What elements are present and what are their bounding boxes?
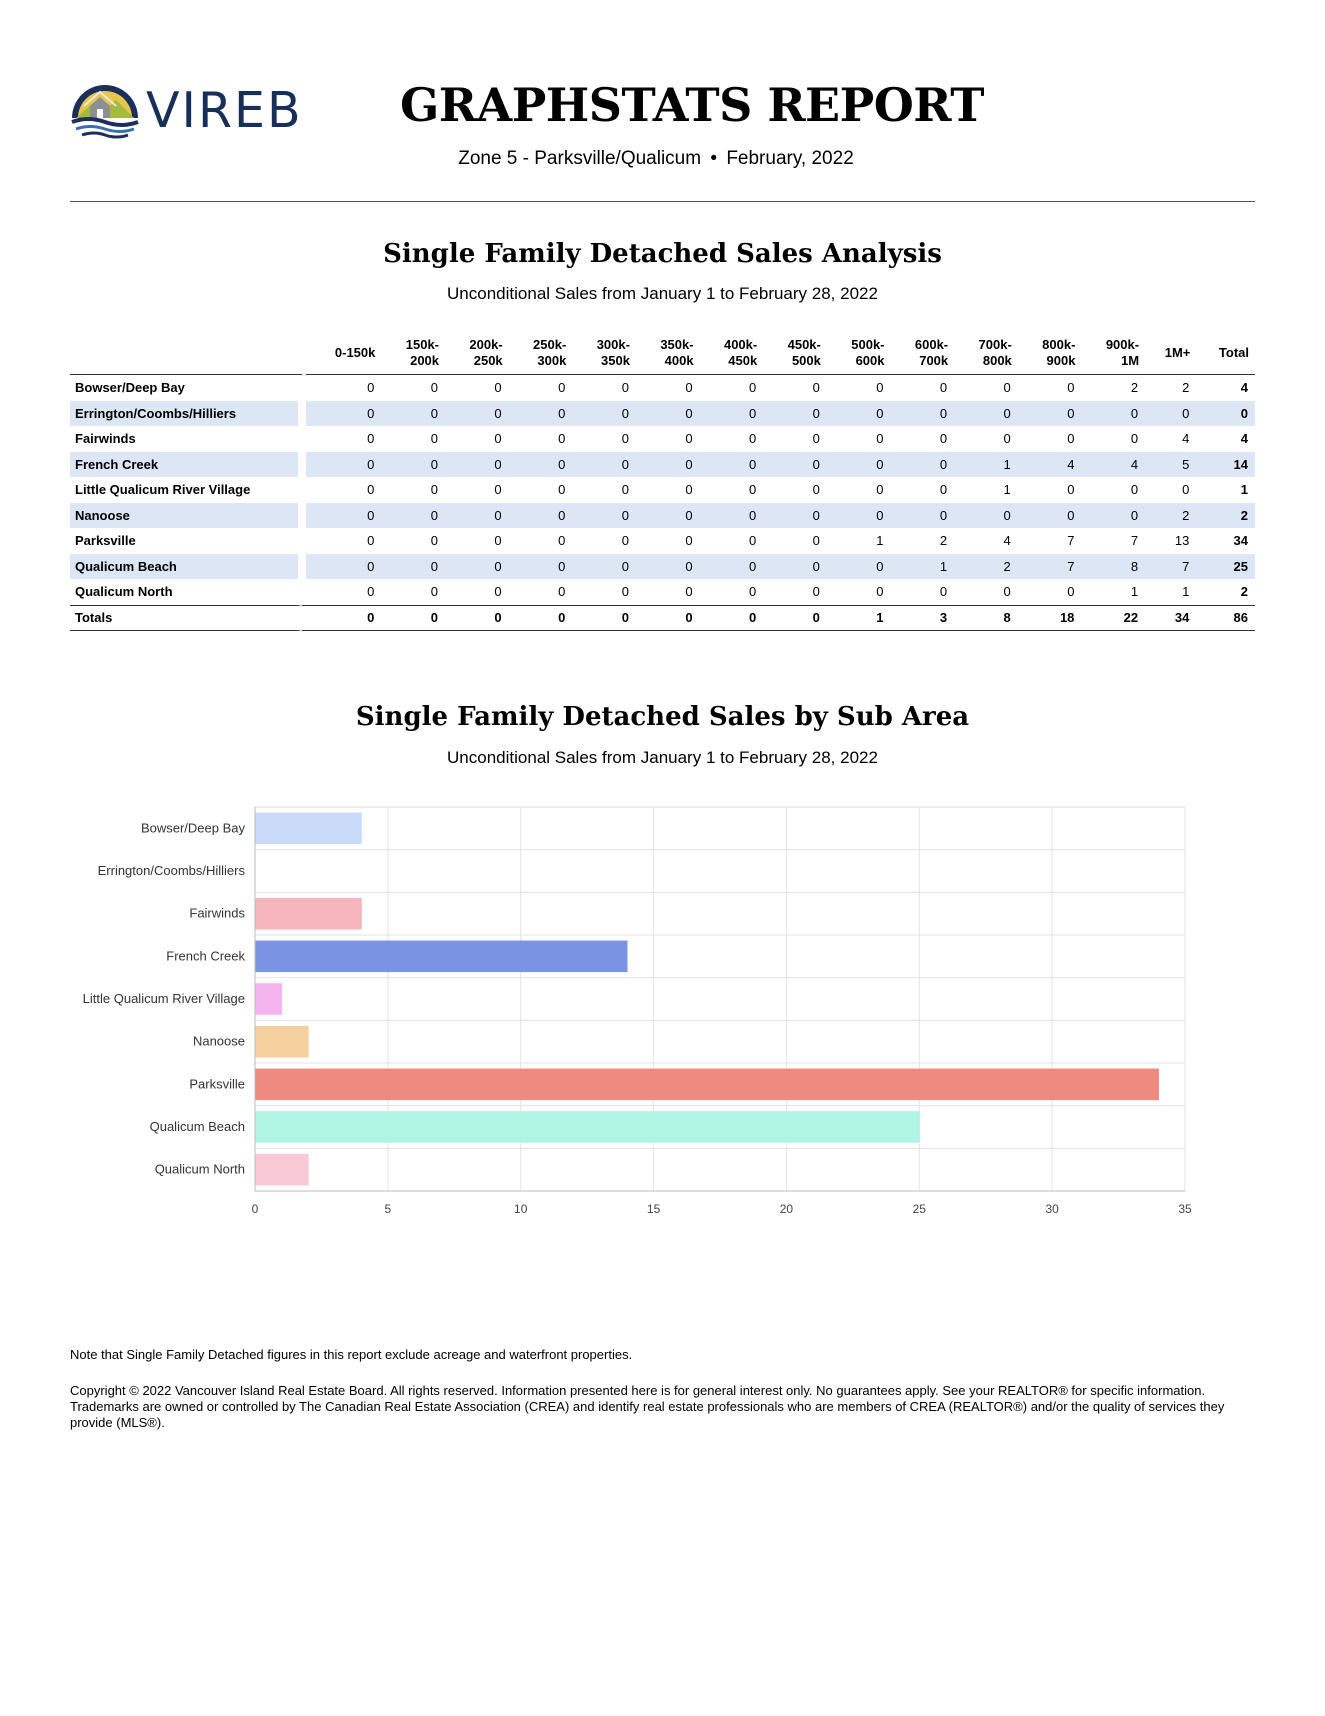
total-cell: 25	[1196, 554, 1255, 580]
value-cell: 0	[367, 431, 375, 447]
value-cell: 0	[509, 605, 573, 631]
bar	[256, 1069, 1159, 1101]
price-range-label: 450k	[728, 352, 758, 368]
price-range-label: 800k-	[1042, 336, 1076, 352]
value-cell: 0	[430, 431, 439, 447]
total-cell: 2	[1196, 503, 1255, 529]
price-range-header	[954, 333, 1018, 375]
value-cell: 0	[876, 482, 884, 498]
value-cell: 0	[1003, 584, 1011, 600]
value-cell: 0	[1067, 431, 1075, 447]
price-range-label: 900k-	[1105, 336, 1140, 352]
x-tick-label: 5	[384, 1202, 392, 1216]
price-range-label: 300k-	[596, 336, 630, 352]
price-range-header	[1018, 333, 1082, 375]
total-cell: 4	[1240, 380, 1248, 396]
x-tick-label: 15	[646, 1202, 661, 1216]
value-cell: 0	[685, 584, 693, 600]
value-cell: 0	[763, 554, 827, 580]
price-range-label: 200k-	[469, 336, 503, 352]
value-cell: 0	[812, 584, 820, 600]
category-label: Fairwinds	[189, 905, 245, 921]
value-cell: 0	[621, 482, 629, 498]
area-name-cell: Qualicum North	[70, 579, 302, 605]
value-cell: 0	[445, 401, 509, 427]
category-label: French Creek	[166, 948, 245, 964]
value-cell: 1	[876, 533, 884, 549]
header-divider	[70, 201, 1255, 202]
value-cell: 7	[1130, 533, 1139, 549]
value-cell: 0	[1067, 482, 1075, 498]
value-cell: 0	[621, 533, 629, 549]
logo-text: VIREB	[146, 82, 303, 139]
price-range-header	[1145, 333, 1196, 375]
sales-analysis-table	[70, 333, 1255, 631]
value-cell: 0	[367, 584, 375, 600]
value-cell: 0	[1081, 401, 1145, 427]
value-cell: 1	[1130, 584, 1139, 600]
value-cell: 0	[748, 431, 757, 447]
total-cell: 1	[1240, 482, 1248, 498]
value-cell: 0	[700, 452, 764, 478]
price-range-header	[827, 333, 891, 375]
area-name-cell: Errington/Coombs/Hilliers	[70, 401, 302, 427]
category-label: Errington/Coombs/Hilliers	[97, 863, 245, 878]
total-cell: 4	[1240, 431, 1248, 447]
price-range-label: 350k-	[660, 336, 694, 352]
value-cell: 4	[1018, 452, 1082, 478]
price-range-label: 300k	[537, 352, 567, 368]
value-cell: 0	[558, 431, 566, 447]
value-cell: 18	[1018, 605, 1082, 631]
bar	[256, 898, 362, 930]
price-range-header	[1196, 333, 1255, 375]
x-tick-label: 30	[1045, 1202, 1059, 1216]
value-cell: 0	[494, 584, 502, 600]
value-cell: 0	[509, 452, 573, 478]
value-cell: 0	[1067, 584, 1075, 600]
value-cell: 0	[827, 452, 891, 478]
value-cell: 0	[685, 380, 693, 396]
value-cell: 7	[1018, 554, 1082, 580]
category-label: Qualicum North	[154, 1161, 245, 1177]
price-range-header	[700, 333, 764, 375]
value-cell: 0	[1018, 401, 1082, 427]
x-tick-label: 25	[912, 1202, 926, 1216]
value-cell: 0	[621, 431, 629, 447]
value-cell: 0	[763, 605, 827, 631]
period-label: February, 2022	[726, 148, 854, 169]
price-range-label: 1M	[1121, 352, 1140, 368]
price-range-label: 0-150k	[334, 344, 376, 360]
price-range-header	[445, 333, 509, 375]
value-cell: 0	[812, 380, 820, 396]
bar	[256, 813, 362, 845]
value-cell: 0	[381, 503, 445, 529]
value-cell: 0	[445, 605, 509, 631]
price-range-header	[891, 333, 955, 375]
value-cell: 0	[748, 380, 757, 396]
value-cell: 2	[939, 533, 948, 549]
value-cell: 0	[558, 533, 566, 549]
value-cell: 0	[381, 452, 445, 478]
value-cell: 0	[827, 503, 891, 529]
vireb-logo	[70, 78, 332, 142]
x-tick-label: 10	[514, 1202, 528, 1216]
value-cell: 0	[445, 503, 509, 529]
value-cell: 0	[748, 533, 757, 549]
value-cell: 0	[763, 452, 827, 478]
value-cell: 0	[367, 482, 375, 498]
table-row	[70, 375, 1255, 401]
area-name-cell: Bowser/Deep Bay	[70, 375, 302, 401]
value-cell: 4	[1081, 452, 1145, 478]
table-row	[70, 503, 1255, 529]
value-cell: 0	[1081, 503, 1145, 529]
table-row	[70, 452, 1255, 478]
price-range-label: 400k-	[723, 336, 758, 352]
value-cell: 0	[685, 431, 693, 447]
price-range-label: 900k	[1046, 352, 1076, 368]
value-cell: 0	[636, 503, 700, 529]
price-range-label: 1M+	[1164, 344, 1191, 360]
value-cell: 0	[636, 605, 700, 631]
bullet-separator: •	[710, 148, 718, 169]
value-cell: 8	[954, 605, 1018, 631]
value-cell: 0	[1003, 380, 1011, 396]
value-cell: 0	[685, 533, 693, 549]
price-range-label: 450k-	[787, 336, 821, 352]
value-cell: 0	[509, 401, 573, 427]
value-cell: 0	[1130, 431, 1139, 447]
totals-row	[70, 605, 1255, 631]
price-range-label: 250k	[473, 352, 503, 368]
bar	[256, 983, 283, 1015]
price-range-label: 700k-	[978, 336, 1012, 352]
category-label: Nanoose	[192, 1033, 245, 1049]
price-range-header	[572, 333, 636, 375]
value-cell: 0	[636, 554, 700, 580]
value-cell: 0	[445, 554, 509, 580]
category-label: Little Qualicum River Village	[82, 991, 245, 1006]
value-cell: 0	[700, 554, 764, 580]
value-cell: 0	[827, 554, 891, 580]
price-range-header	[636, 333, 700, 375]
value-cell: 0	[306, 452, 381, 478]
value-cell: 0	[494, 380, 502, 396]
value-cell: 0	[891, 401, 955, 427]
value-cell: 0	[621, 584, 629, 600]
category-label: Bowser/Deep Bay	[140, 820, 245, 836]
value-cell: 2	[1130, 380, 1139, 396]
value-cell: 0	[954, 503, 1018, 529]
value-cell: 0	[1067, 380, 1075, 396]
value-cell: 0	[763, 503, 827, 529]
value-cell: 4	[1003, 533, 1011, 549]
table-row	[70, 528, 1255, 554]
table-row	[70, 426, 1255, 452]
value-cell: 0	[381, 401, 445, 427]
area-name-cell: Totals	[70, 605, 302, 631]
area-column-header	[70, 333, 302, 375]
price-range-label: 500k-	[851, 336, 885, 352]
total-cell: 86	[1196, 605, 1255, 631]
value-cell: 0	[509, 503, 573, 529]
analysis-title: Single Family Detached Sales Analysis	[383, 239, 942, 269]
price-range-header	[381, 333, 445, 375]
value-cell: 0	[430, 533, 439, 549]
report-subtitle	[0, 148, 1325, 170]
value-cell: 0	[306, 503, 381, 529]
price-range-label: 250k-	[533, 336, 567, 352]
value-cell: 0	[954, 401, 1018, 427]
value-cell: 0	[430, 482, 439, 498]
value-cell: 0	[306, 401, 381, 427]
value-cell: 0	[1003, 431, 1011, 447]
area-name-cell: Nanoose	[70, 503, 302, 529]
value-cell: 0	[1130, 482, 1139, 498]
value-cell: 0	[1018, 503, 1082, 529]
bar	[256, 1026, 309, 1058]
sub-area-title: Single Family Detached Sales by Sub Area	[355, 702, 970, 732]
value-cell: 2	[954, 554, 1018, 580]
x-tick-label: 20	[779, 1202, 794, 1216]
value-cell: 0	[572, 554, 636, 580]
area-name-cell: Fairwinds	[70, 426, 302, 452]
value-cell: 7	[1145, 554, 1196, 580]
price-range-label: 700k	[919, 352, 949, 368]
value-cell: 0	[494, 431, 502, 447]
analysis-subtitle: Unconditional Sales from January 1 to February 28, 2022	[447, 284, 878, 303]
footnote: Note that Single Family Detached figures in this report exclude acreage and waterfront properties.	[70, 1347, 633, 1362]
value-cell: 1	[954, 452, 1018, 478]
value-cell: 3	[891, 605, 955, 631]
house-logo-icon	[70, 78, 140, 142]
value-cell: 0	[939, 482, 948, 498]
value-cell: 0	[572, 401, 636, 427]
value-cell: 0	[748, 482, 757, 498]
area-name-cell: Parksville	[70, 528, 302, 554]
value-cell: 0	[763, 401, 827, 427]
price-range-label: 350k	[601, 352, 630, 368]
x-tick-label: 0	[251, 1202, 259, 1216]
price-range-label: 500k	[791, 352, 821, 368]
area-name-cell: Qualicum Beach	[70, 554, 302, 580]
value-cell: 0	[572, 605, 636, 631]
value-cell: 1	[827, 605, 891, 631]
value-cell: 0	[621, 380, 629, 396]
value-cell: 7	[1067, 533, 1075, 549]
category-label: Parksville	[189, 1076, 245, 1092]
value-cell: 0	[1145, 401, 1196, 427]
value-cell: 0	[572, 452, 636, 478]
value-cell: 0	[558, 584, 566, 600]
bar	[256, 1111, 920, 1143]
value-cell: 2	[1145, 503, 1196, 529]
price-range-header	[1081, 333, 1145, 375]
price-range-label: 600k	[855, 352, 885, 368]
category-label: Qualicum Beach	[149, 1119, 245, 1134]
value-cell: 4	[1182, 431, 1190, 447]
value-cell: 0	[812, 482, 820, 498]
value-cell: 0	[939, 431, 948, 447]
area-name-cell: Little Qualicum River Village	[70, 477, 302, 503]
value-cell: 0	[876, 431, 884, 447]
price-range-header	[509, 333, 573, 375]
value-cell: 0	[558, 380, 566, 396]
value-cell: 0	[509, 554, 573, 580]
value-cell: 0	[381, 554, 445, 580]
table-row	[70, 477, 1255, 503]
value-cell: 0	[1182, 482, 1190, 498]
sales-by-sub-area-chart	[60, 795, 1270, 1275]
value-cell: 0	[891, 452, 955, 478]
value-cell: 2	[1182, 380, 1190, 396]
value-cell: 0	[748, 584, 757, 600]
price-range-label: 150k-	[405, 336, 440, 352]
total-cell: 14	[1196, 452, 1255, 478]
value-cell: 0	[827, 401, 891, 427]
value-cell: 0	[367, 380, 375, 396]
table-header-row	[70, 333, 1255, 375]
table-row	[70, 401, 1255, 427]
price-range-label: Total	[1218, 344, 1249, 360]
value-cell: 1	[1003, 482, 1011, 498]
price-range-header	[763, 333, 827, 375]
price-range-label: 200k	[410, 352, 440, 368]
value-cell: 0	[572, 503, 636, 529]
value-cell: 0	[700, 401, 764, 427]
value-cell: 34	[1145, 605, 1196, 631]
sub-area-subtitle: Unconditional Sales from January 1 to February 28, 2022	[447, 748, 878, 767]
bar	[256, 1154, 309, 1186]
value-cell: 0	[430, 380, 439, 396]
table-row	[70, 554, 1255, 580]
report-title: GRAPHSTATS REPORT	[400, 78, 984, 132]
value-cell: 0	[430, 584, 439, 600]
price-range-label: 600k-	[914, 336, 949, 352]
value-cell: 0	[812, 431, 820, 447]
price-range-header	[306, 333, 381, 375]
value-cell: 13	[1174, 533, 1190, 549]
value-cell: 0	[939, 380, 948, 396]
value-cell: 0	[685, 482, 693, 498]
bar	[256, 941, 628, 973]
value-cell: 1	[891, 554, 955, 580]
value-cell: 0	[939, 584, 948, 600]
zone-label: Zone 5 - Parksville/Qualicum	[458, 148, 702, 169]
value-cell: 0	[494, 533, 502, 549]
value-cell: 0	[367, 533, 375, 549]
copyright-text: Copyright © 2022 Vancouver Island Real Estate Board. All rights reserved. Information presented here is for general interest only. No guarantees apply. See your REALTOR® for specific information. Trademarks are owned or controlled by The Canadian Real Estate Association (CREA) and identify real estate professionals who are members of CREA (REALTOR®) and/or the quality of services they provide (MLS®).	[70, 1383, 1225, 1430]
value-cell: 0	[812, 533, 820, 549]
table-row	[70, 579, 1255, 605]
value-cell: 0	[636, 401, 700, 427]
value-cell: 0	[876, 584, 884, 600]
x-tick-label: 35	[1178, 1202, 1192, 1216]
value-cell: 0	[306, 554, 381, 580]
value-cell: 0	[558, 482, 566, 498]
value-cell: 0	[494, 482, 502, 498]
value-cell: 0	[306, 605, 381, 631]
area-name-cell: French Creek	[70, 452, 302, 478]
value-cell: 5	[1145, 452, 1196, 478]
total-cell: 0	[1196, 401, 1255, 427]
value-cell: 0	[876, 380, 884, 396]
value-cell: 0	[700, 503, 764, 529]
value-cell: 0	[381, 605, 445, 631]
value-cell: 1	[1182, 584, 1190, 600]
value-cell: 0	[636, 452, 700, 478]
value-cell: 0	[445, 452, 509, 478]
value-cell: 0	[700, 605, 764, 631]
value-cell: 22	[1081, 605, 1145, 631]
price-range-label: 400k	[664, 352, 694, 368]
total-cell: 2	[1240, 584, 1248, 600]
total-cell: 34	[1233, 533, 1248, 549]
value-cell: 0	[891, 503, 955, 529]
price-range-label: 800k	[982, 352, 1012, 368]
value-cell: 8	[1081, 554, 1145, 580]
